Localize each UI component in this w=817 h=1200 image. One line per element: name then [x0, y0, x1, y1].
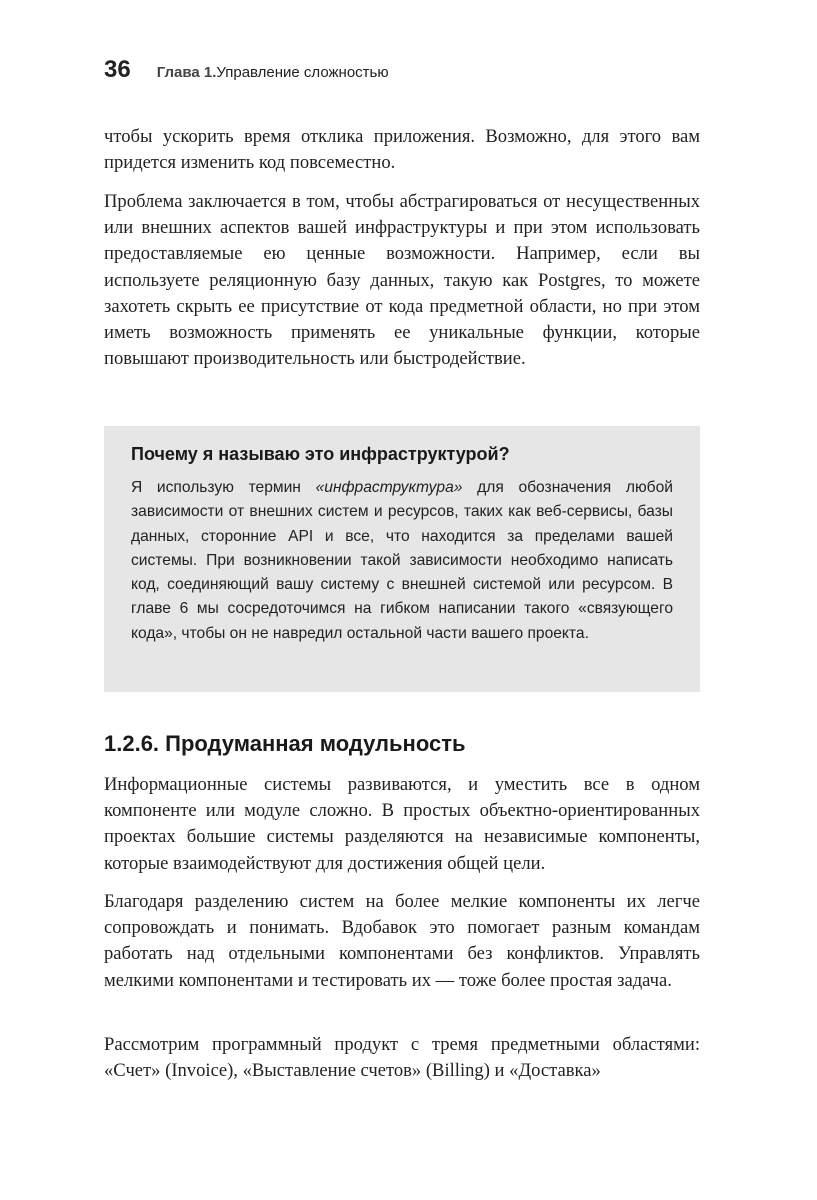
sidebar-text — [131, 476, 673, 646]
paragraph-1: чтобы ускорить время отклика приложения. Возможно, для этого вам придется изменить код повсеместно. — [104, 126, 700, 174]
section-heading: 1.2.6. Продуманная модульность — [104, 731, 466, 756]
sidebar-text-before: Я использую термин — [131, 479, 316, 496]
running-head — [104, 56, 700, 86]
chapter-title: Управление сложностью — [216, 64, 389, 81]
page-number: 36 — [104, 56, 131, 83]
paragraph-2: Проблема заключается в том, чтобы абстрагироваться от несущественных или внешних аспектов вашей инфраструктуры и при этом использовать предоставляемые ею ценные возможности. Например, если вы используете реляционную базу данных, такую как Postgres, то можете захотеть скрыть ее присутствие от кода предметной области, но при этом иметь возможность применять ее уникальные функции, которые повышают производительность или быстродействие. — [104, 191, 700, 370]
sidebar-title: Почему я называю это инфраструктурой? — [131, 444, 510, 464]
sidebar-term: «инфраструктура» — [315, 479, 463, 496]
paragraph-3: Информационные системы развиваются, и уместить все в одном компоненте или модуле сложно. В простых объектно-ориентированных проектах большие системы разделяются на независимые компоненты, которые взаимодействуют для достижения общей цели. — [104, 774, 700, 874]
sidebar-text-after: для обозначения любой зависимости от внешних систем и ресурсов, таких как веб-сервисы, базы данных, сторонние API и все, что находится за пределами вашей системы. При возникновении такой зависимости необходимо написать код, соединяющий вашу систему с внешней системой или ресурсом. В главе 6 мы сосредоточимся на гибком написании такого «связующего кода», чтобы он не навредил остальной части вашего проекта. — [131, 479, 673, 642]
infrastructure-sidebar — [104, 426, 700, 692]
chapter-label: Глава 1. — [156, 64, 217, 81]
paragraph-4: Благодаря разделению систем на более мелкие компоненты их легче сопровождать и понимать. Вдобавок это помогает разным командам работать над отдельными компонентами без конфликтов. Управлять мелкими компонентами и тестировать их — тоже более простая задача. — [104, 891, 700, 991]
paragraph-5: Рассмотрим программный продукт с тремя предметными областями: «Счет» (Invoice), «Выставление счетов» (Billing) и «Доставка» — [104, 1034, 700, 1082]
